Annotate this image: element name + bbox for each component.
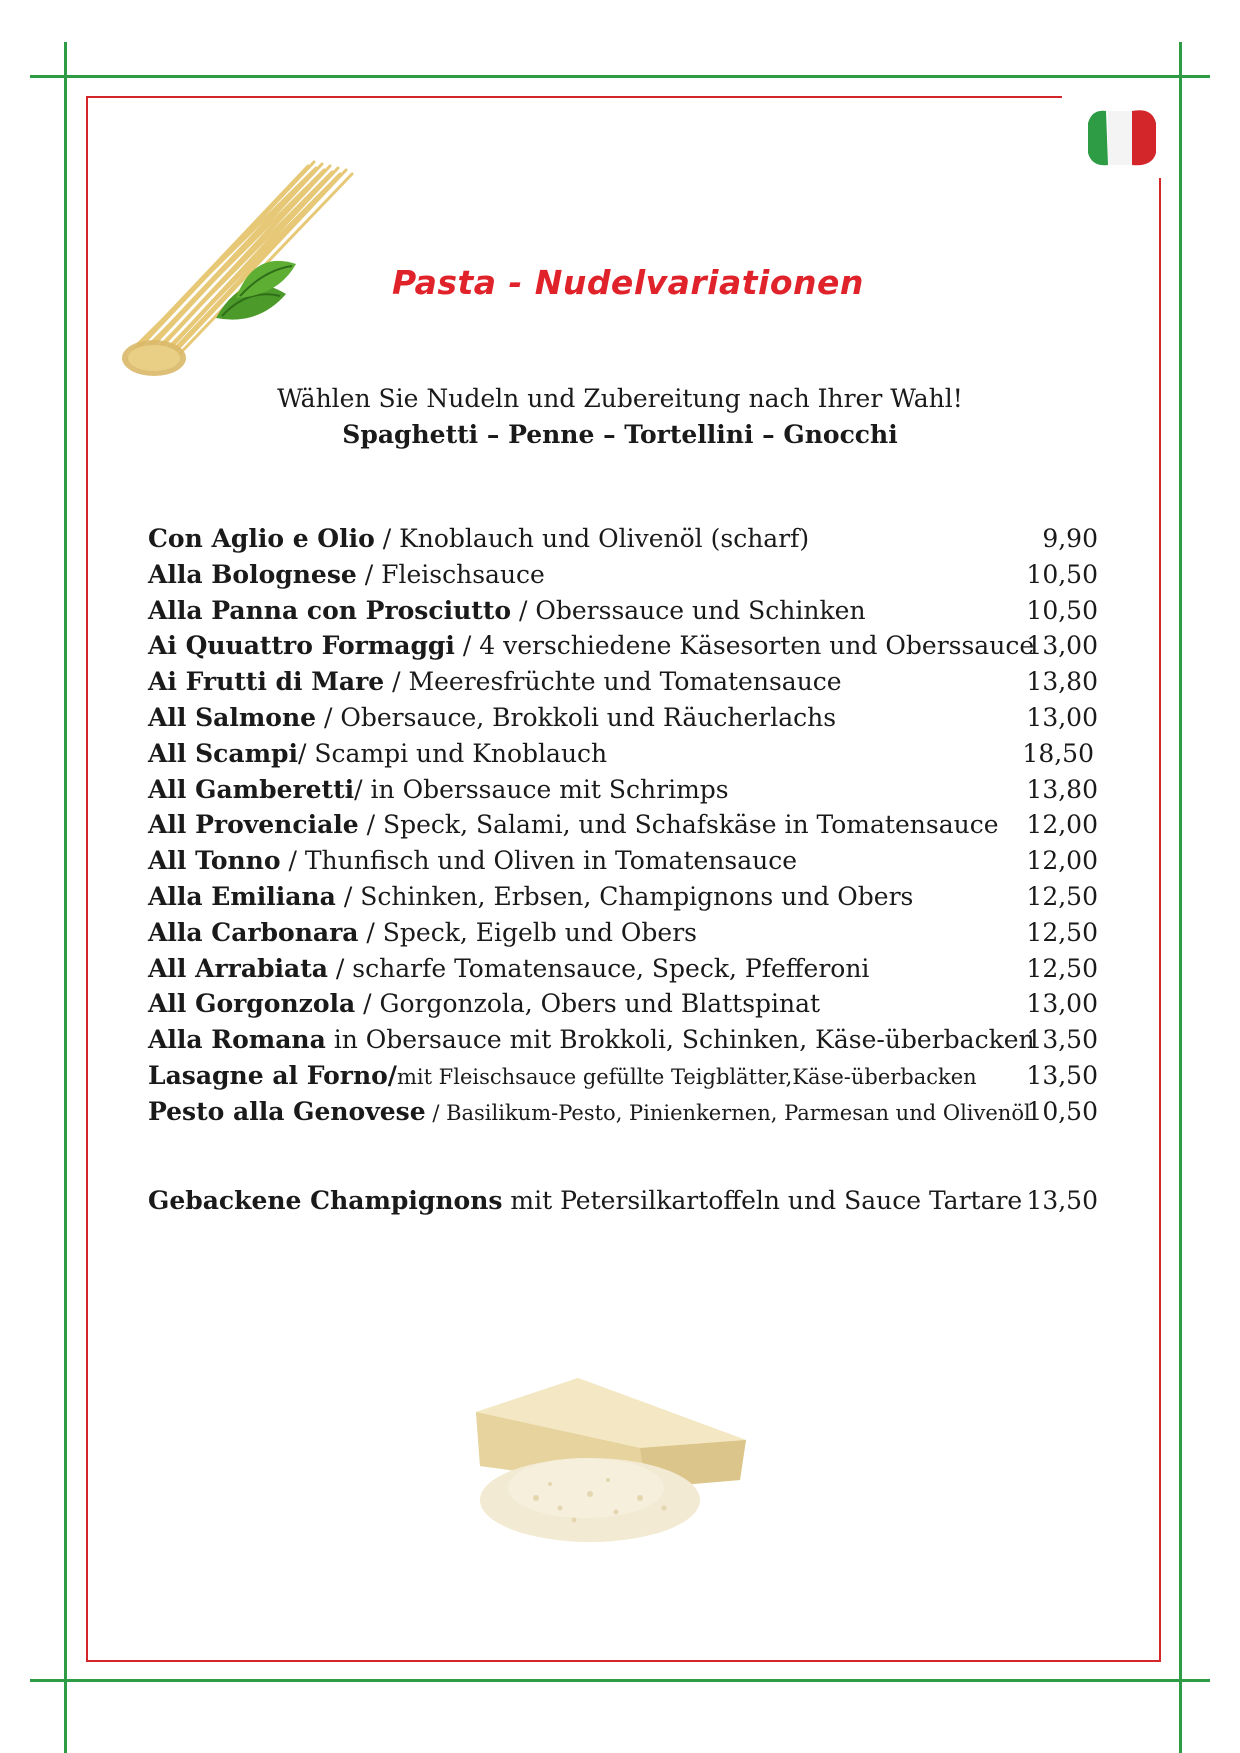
menu-item-price: 13,50 (1026, 1060, 1098, 1090)
menu-item (148, 1094, 1098, 1130)
menu-item-price: 13,00 (1026, 989, 1098, 1019)
menu-item-extra (148, 1183, 1098, 1219)
menu-item-name: All Tonno (148, 846, 281, 876)
menu-item (148, 1022, 1098, 1058)
parmesan-image (440, 1348, 780, 1568)
menu-item-desc: / in Oberssauce mit Schrimps (354, 774, 729, 804)
menu-item-desc: / Gorgonzola, Obers und Blattspinat (355, 989, 821, 1019)
menu-item-price: 13,00 (1026, 631, 1098, 661)
menu-list (148, 521, 1098, 1218)
menu-item-desc: / Basilikum-Pesto, Pinienkernen, Parmesan und Olivenöl (425, 1100, 1031, 1125)
menu-item (148, 557, 1098, 593)
menu-item-desc: / Speck, Salami, und Schafskäse in Tomatensauce (358, 810, 999, 840)
menu-item (148, 879, 1098, 915)
menu-item-name: Alla Bolognese (148, 559, 357, 589)
menu-item-name: All Scampi (148, 738, 298, 768)
menu-item-desc: / Speck, Eigelb und Obers (358, 917, 697, 947)
menu-item-price: 13,80 (1026, 667, 1098, 697)
spaghetti-image (118, 148, 378, 380)
menu-item-name: Gebackene Champignons (148, 1185, 503, 1215)
menu-item-price: 12,50 (1026, 953, 1098, 983)
menu-item-price: 13,50 (1026, 1185, 1098, 1215)
intro-line: Wählen Sie Nudeln und Zubereitung nach Ihrer Wahl! (277, 384, 963, 413)
menu-item (148, 807, 1098, 843)
menu-item-desc: / Obersauce, Brokkoli und Räucherlachs (316, 702, 837, 732)
menu-item-name: Alla Romana (148, 1025, 326, 1055)
frame-green-top (30, 75, 1210, 78)
menu-item-name: Ai Quuattro Formaggi (148, 631, 455, 661)
menu-item-desc: / Fleischsauce (356, 559, 545, 589)
menu-item-name: Alla Carbonara (148, 917, 359, 947)
menu-item-name: Con Aglio e Olio (148, 524, 375, 553)
menu-item-desc: in Obersauce mit Brokkoli, Schinken, Käse-überbacken (325, 1025, 1035, 1055)
frame-red-bottom (86, 1660, 1160, 1662)
menu-item-name: All Arrabiata (148, 953, 328, 983)
menu-item-price: 12,50 (1026, 881, 1098, 911)
menu-item-price: 9,90 (1042, 524, 1098, 553)
frame-red-right (1159, 178, 1161, 1662)
menu-item-price: 13,00 (1026, 702, 1098, 732)
menu-item-name: Ai Frutti di Mare (148, 667, 385, 697)
frame-red-top (86, 96, 1062, 98)
page-title: Pasta - Nudelvariationen (392, 263, 864, 302)
menu-item-name: Pesto alla Genovese (148, 1096, 426, 1126)
menu-item-name: Alla Emiliana (148, 881, 336, 911)
menu-item (148, 843, 1098, 879)
frame-red-left (86, 96, 88, 1662)
menu-item-desc: / Knoblauch und Olivenöl (scharf) (374, 524, 810, 553)
menu-item-name: All Gamberetti (148, 774, 355, 804)
pasta-types: Spaghetti – Penne – Tortellini – Gnocchi (342, 420, 898, 449)
menu-item-desc: / Oberssauce und Schinken (511, 595, 866, 625)
menu-item (148, 915, 1098, 951)
menu-item-desc: / Thunfisch und Oliven in Tomatensauce (280, 846, 798, 876)
menu-item-desc: / 4 verschiedene Käsesorten und Oberssauce (454, 631, 1035, 661)
menu-item-name: Lasagne al Forno/ (148, 1060, 397, 1090)
menu-item-desc: / scharfe Tomatensauce, Speck, Pfefferoni (327, 953, 870, 983)
menu-item-price: 12,00 (1026, 846, 1098, 876)
menu-item-price: 13,50 (1026, 1025, 1098, 1055)
menu-item-price: 18,50 (1022, 738, 1094, 768)
menu-item-name: Alla Panna con Prosciutto (148, 595, 512, 625)
menu-item (148, 593, 1098, 629)
menu-item (148, 700, 1098, 736)
menu-item-name: All Gorgonzola (148, 989, 356, 1019)
menu-item (148, 986, 1098, 1022)
menu-item-desc: mit Fleischsauce gefüllte Teigblätter,Käse-überbacken (396, 1064, 977, 1089)
menu-item-name: All Salmone (148, 702, 317, 732)
menu-item (148, 772, 1098, 808)
menu-item (148, 664, 1098, 700)
menu-item-price: 12,00 (1026, 810, 1098, 840)
frame-green-bottom (30, 1679, 1210, 1682)
menu-item-price: 10,50 (1026, 595, 1098, 625)
menu-item-desc: / Scampi und Knoblauch (298, 738, 608, 768)
frame-green-left (64, 42, 67, 1753)
menu-item-desc: / Meeresfrüchte und Tomatensauce (384, 667, 842, 697)
menu-item-desc: / Schinken, Erbsen, Champignons und Obers (335, 881, 914, 911)
frame-green-right (1179, 42, 1182, 1753)
menu-item-price: 12,50 (1026, 917, 1098, 947)
menu-item-name: All Provenciale (148, 810, 359, 840)
menu-item-desc: mit Petersilkartoffeln und Sauce Tartare (502, 1185, 1023, 1215)
menu-item (148, 951, 1098, 987)
menu-item-price: 13,80 (1026, 774, 1098, 804)
menu-item (148, 736, 1098, 772)
menu-item (148, 628, 1098, 664)
italian-flag-icon (1082, 103, 1162, 171)
menu-item (148, 521, 1098, 557)
menu-item (148, 1058, 1098, 1094)
menu-item-price: 10,50 (1026, 1096, 1098, 1126)
menu-item-price: 10,50 (1026, 559, 1098, 589)
